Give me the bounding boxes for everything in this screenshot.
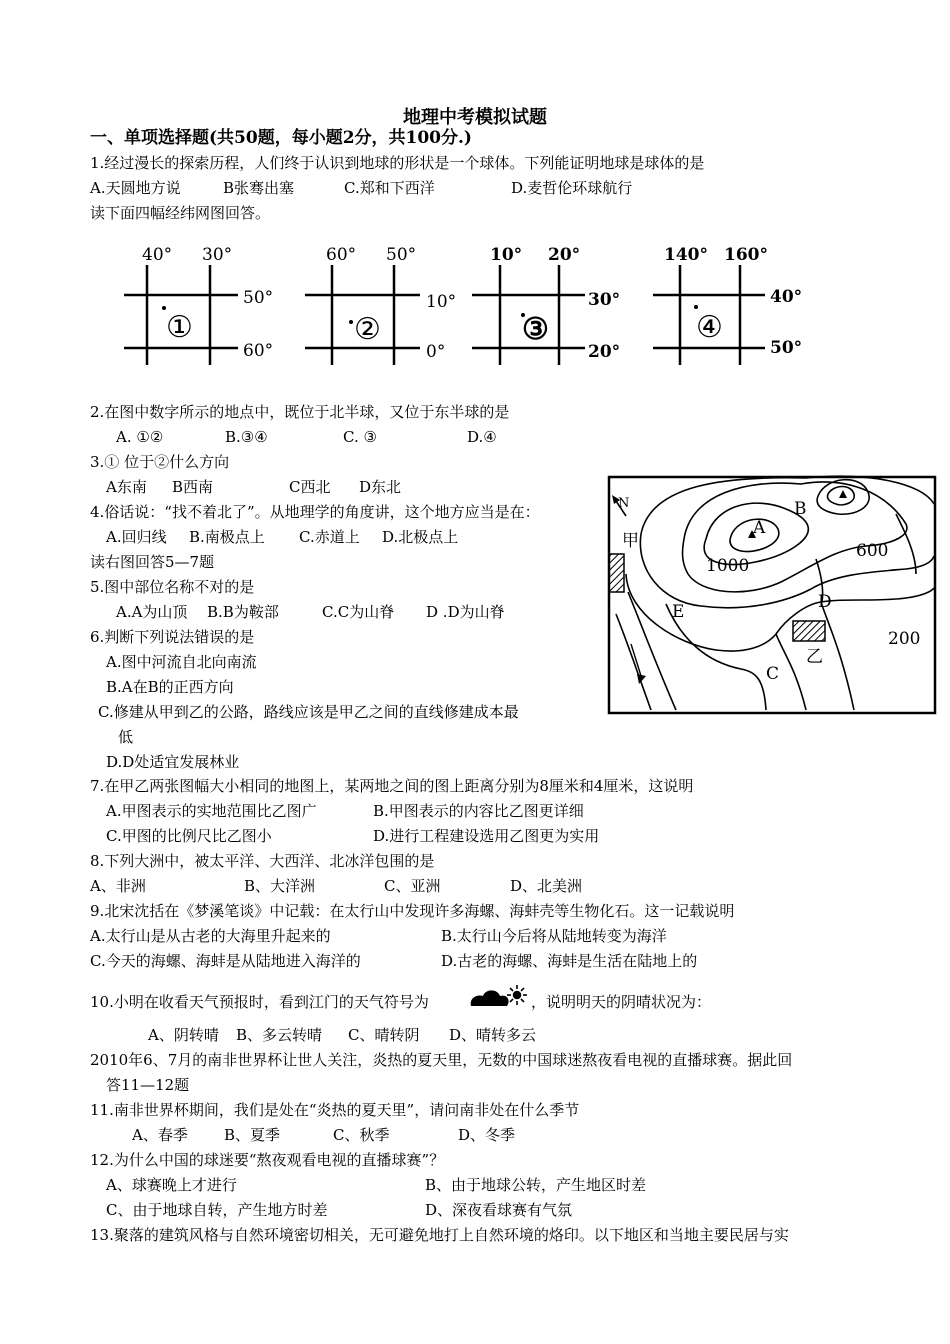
q10-option-a: A、阴转晴 — [148, 1026, 219, 1044]
elevation-1000: 1000 — [706, 556, 750, 576]
q3-option-a: A东南 — [106, 478, 147, 496]
q12-option-b: B、由于地球公转，产生地区时差 — [425, 1176, 647, 1194]
q4-option-b: B.南极点上 — [189, 528, 265, 546]
grid3-right-bottom: 20° — [588, 342, 621, 362]
q4-option-c: C.赤道上 — [299, 528, 360, 546]
q3-option-c: C西北 — [289, 478, 331, 496]
q3-option-d: D东北 — [359, 478, 402, 496]
question-9-stem: 9.北宋沈括在《梦溪笔谈》中记载：在太行山中发现许多海螺、海蚌壳等生物化石。这一记载说明 — [90, 902, 735, 920]
grid4-top-right: 160° — [724, 245, 768, 265]
point-2-dot — [349, 320, 353, 324]
q2-option-d: D.④ — [467, 428, 497, 446]
north-label: N — [618, 496, 630, 511]
q3-option-b: B西南 — [172, 478, 214, 496]
q10-option-c: C、晴转阴 — [348, 1026, 420, 1044]
question-12-stem: 12.为什么中国的球迷要“熬夜观看电视的直播球赛”？ — [90, 1151, 445, 1169]
q2-option-c: C. ③ — [343, 428, 377, 446]
worldcup-intro: 2010年6、7月的南非世界杯让世人关注，炎热的夏天里，无数的中国球迷熬夜看电视的直播球赛。据此回 — [90, 1051, 793, 1069]
grid4-number: ④ — [696, 310, 723, 345]
q6-option-c: C.修建从甲到乙的公路，路线应该是甲乙之间的直线修建成本最 — [98, 703, 519, 721]
map-intro: 读右图回答5—7题 — [90, 553, 215, 571]
q7-option-a: A.甲图表示的实地范围比乙图广 — [106, 802, 317, 820]
worldcup-intro-cont: 答11—12题 — [106, 1076, 190, 1094]
question-5-stem: 5.图中部位名称不对的是 — [90, 578, 255, 596]
q12-option-d: D、深夜看球赛有气氛 — [425, 1201, 573, 1219]
sun-icon — [507, 985, 527, 1005]
site-yi-marker — [793, 621, 825, 641]
grid4-right-bottom: 50° — [770, 338, 803, 358]
q12-option-c: C、由于地球自转，产生地方时差 — [106, 1201, 328, 1219]
grid2-right-bottom: 0° — [426, 342, 446, 362]
grid3-number: ③ — [522, 312, 549, 347]
question-10-stem-cont: ，说明明天的阴晴状况为： — [531, 993, 712, 1011]
q11-option-b: B、夏季 — [224, 1126, 281, 1144]
q8-option-b: B、大洋洲 — [244, 877, 316, 895]
elevation-200: 200 — [888, 629, 921, 649]
q2-option-a: A. ①② — [116, 428, 164, 446]
q12-option-a: A、球赛晚上才进行 — [106, 1176, 237, 1194]
weather-symbol — [467, 984, 529, 1012]
grid4-right-top: 40° — [770, 287, 803, 307]
q9-option-d: D.古老的海螺、海蚌是生活在陆地上的 — [441, 952, 698, 970]
q6-option-d: D.D处适宜发展林业 — [106, 753, 240, 771]
site-jia-marker — [609, 554, 624, 592]
contour-map — [606, 474, 938, 716]
q8-option-c: C、亚洲 — [384, 877, 441, 895]
grid1-top-left: 40° — [142, 245, 173, 265]
question-11-stem: 11.南非世界杯期间，我们是处在“炎热的夏天里”，请问南非处在什么季节 — [90, 1101, 580, 1119]
q1-option-a: A.天圆地方说 — [90, 179, 181, 197]
q9-option-a: A.太行山是从古老的大海里升起来的 — [90, 927, 331, 945]
grid2-top-right: 50° — [386, 245, 417, 265]
q7-option-c: C.甲图的比例尺比乙图小 — [106, 827, 272, 845]
grid1-number: ① — [166, 310, 193, 345]
q4-option-d: D.北极点上 — [382, 528, 459, 546]
q6-option-c-cont: 低 — [118, 728, 134, 746]
question-1-stem: 1.经过漫长的探索历程，人们终于认识到地球的形状是一个球体。下列能证明地球是球体的是 — [90, 154, 705, 172]
point-d-label: D — [818, 592, 832, 612]
grid1-top-right: 30° — [202, 245, 233, 265]
question-8-stem: 8.下列大洲中，被太平洋、大西洋、北冰洋包围的是 — [90, 852, 435, 870]
q8-option-a: A、非洲 — [90, 877, 146, 895]
point-a-label: A — [753, 518, 766, 538]
q5-option-a: A.A为山顶 — [116, 603, 188, 621]
question-4-stem: 4.俗话说：“找不着北了”。从地理学的角度讲，这个地方应当是在： — [90, 503, 540, 521]
grid3-top-left: 10° — [490, 245, 523, 265]
question-10-stem: 10.小明在收看天气预报时，看到江门的天气符号为 — [90, 993, 429, 1011]
grid2-right-top: 10° — [426, 292, 457, 312]
grid1-right-top: 50° — [243, 288, 274, 308]
grid4-top-left: 140° — [664, 245, 708, 265]
q9-option-b: B.太行山今后将从陆地转变为海洋 — [441, 927, 667, 945]
q6-option-a: A.图中河流自北向南流 — [106, 653, 257, 671]
question-13-stem: 13.聚落的建筑风格与自然环境密切相关，无可避免地打上自然环境的烙印。以下地区和当地主要民居与实 — [90, 1226, 789, 1244]
grid-intro: 读下面四幅经纬网图回答。 — [90, 204, 271, 222]
page-title: 地理中考模拟试题 — [403, 107, 547, 128]
grid2-number: ② — [354, 312, 381, 347]
point-e-label: E — [672, 602, 685, 622]
q11-option-c: C、秋季 — [333, 1126, 390, 1144]
q4-option-a: A.回归线 — [106, 528, 167, 546]
q5-option-d: D .D为山脊 — [426, 603, 505, 621]
question-3-stem: 3.① 位于②什么方向 — [90, 453, 230, 471]
q1-option-b: B张骞出塞 — [223, 179, 295, 197]
q1-option-c: C.郑和下西洋 — [344, 179, 435, 197]
q10-option-d: D、晴转多云 — [449, 1026, 537, 1044]
point-b-label: B — [794, 499, 807, 519]
q8-option-d: D、北美洲 — [510, 877, 583, 895]
grid1-right-bottom: 60° — [243, 341, 274, 361]
cloud-icon — [471, 990, 509, 1006]
q6-option-b: B.A在B的正西方向 — [106, 678, 234, 696]
q7-option-b: B.甲图表示的内容比乙图更详细 — [373, 802, 584, 820]
q11-option-d: D、冬季 — [458, 1126, 516, 1144]
q2-option-b: B.③④ — [225, 428, 268, 446]
question-7-stem: 7.在甲乙两张图幅大小相同的地图上，某两地之间的图上距离分别为8厘米和4厘米，这说明 — [90, 777, 694, 795]
elevation-600: 600 — [856, 541, 889, 561]
q5-option-c: C.C为山脊 — [322, 603, 395, 621]
yi-label: 乙 — [806, 647, 823, 667]
q11-option-a: A、春季 — [132, 1126, 188, 1144]
q1-option-d: D.麦哲伦环球航行 — [511, 179, 633, 197]
question-2-stem: 2.在图中数字所示的地点中，既位于北半球，又位于东半球的是 — [90, 403, 510, 421]
grid3-top-right: 20° — [548, 245, 581, 265]
q10-option-b: B、多云转晴 — [236, 1026, 323, 1044]
question-6-stem: 6.判断下列说法错误的是 — [90, 628, 255, 646]
point-c-label: C — [766, 664, 780, 684]
grid3-right-top: 30° — [588, 290, 621, 310]
lat-long-grids-figure — [110, 235, 830, 370]
point-4-dot — [694, 305, 698, 309]
jia-label: 甲 — [622, 531, 639, 551]
q5-option-b: B.B为鞍部 — [207, 603, 279, 621]
q7-option-d: D.进行工程建设选用乙图更为实用 — [373, 827, 600, 845]
section-heading: 一、单项选择题(共50题，每小题2分，共100分.) — [90, 128, 472, 148]
grid2-top-left: 60° — [326, 245, 357, 265]
q9-option-c: C.今天的海螺、海蚌是从陆地进入海洋的 — [90, 952, 361, 970]
